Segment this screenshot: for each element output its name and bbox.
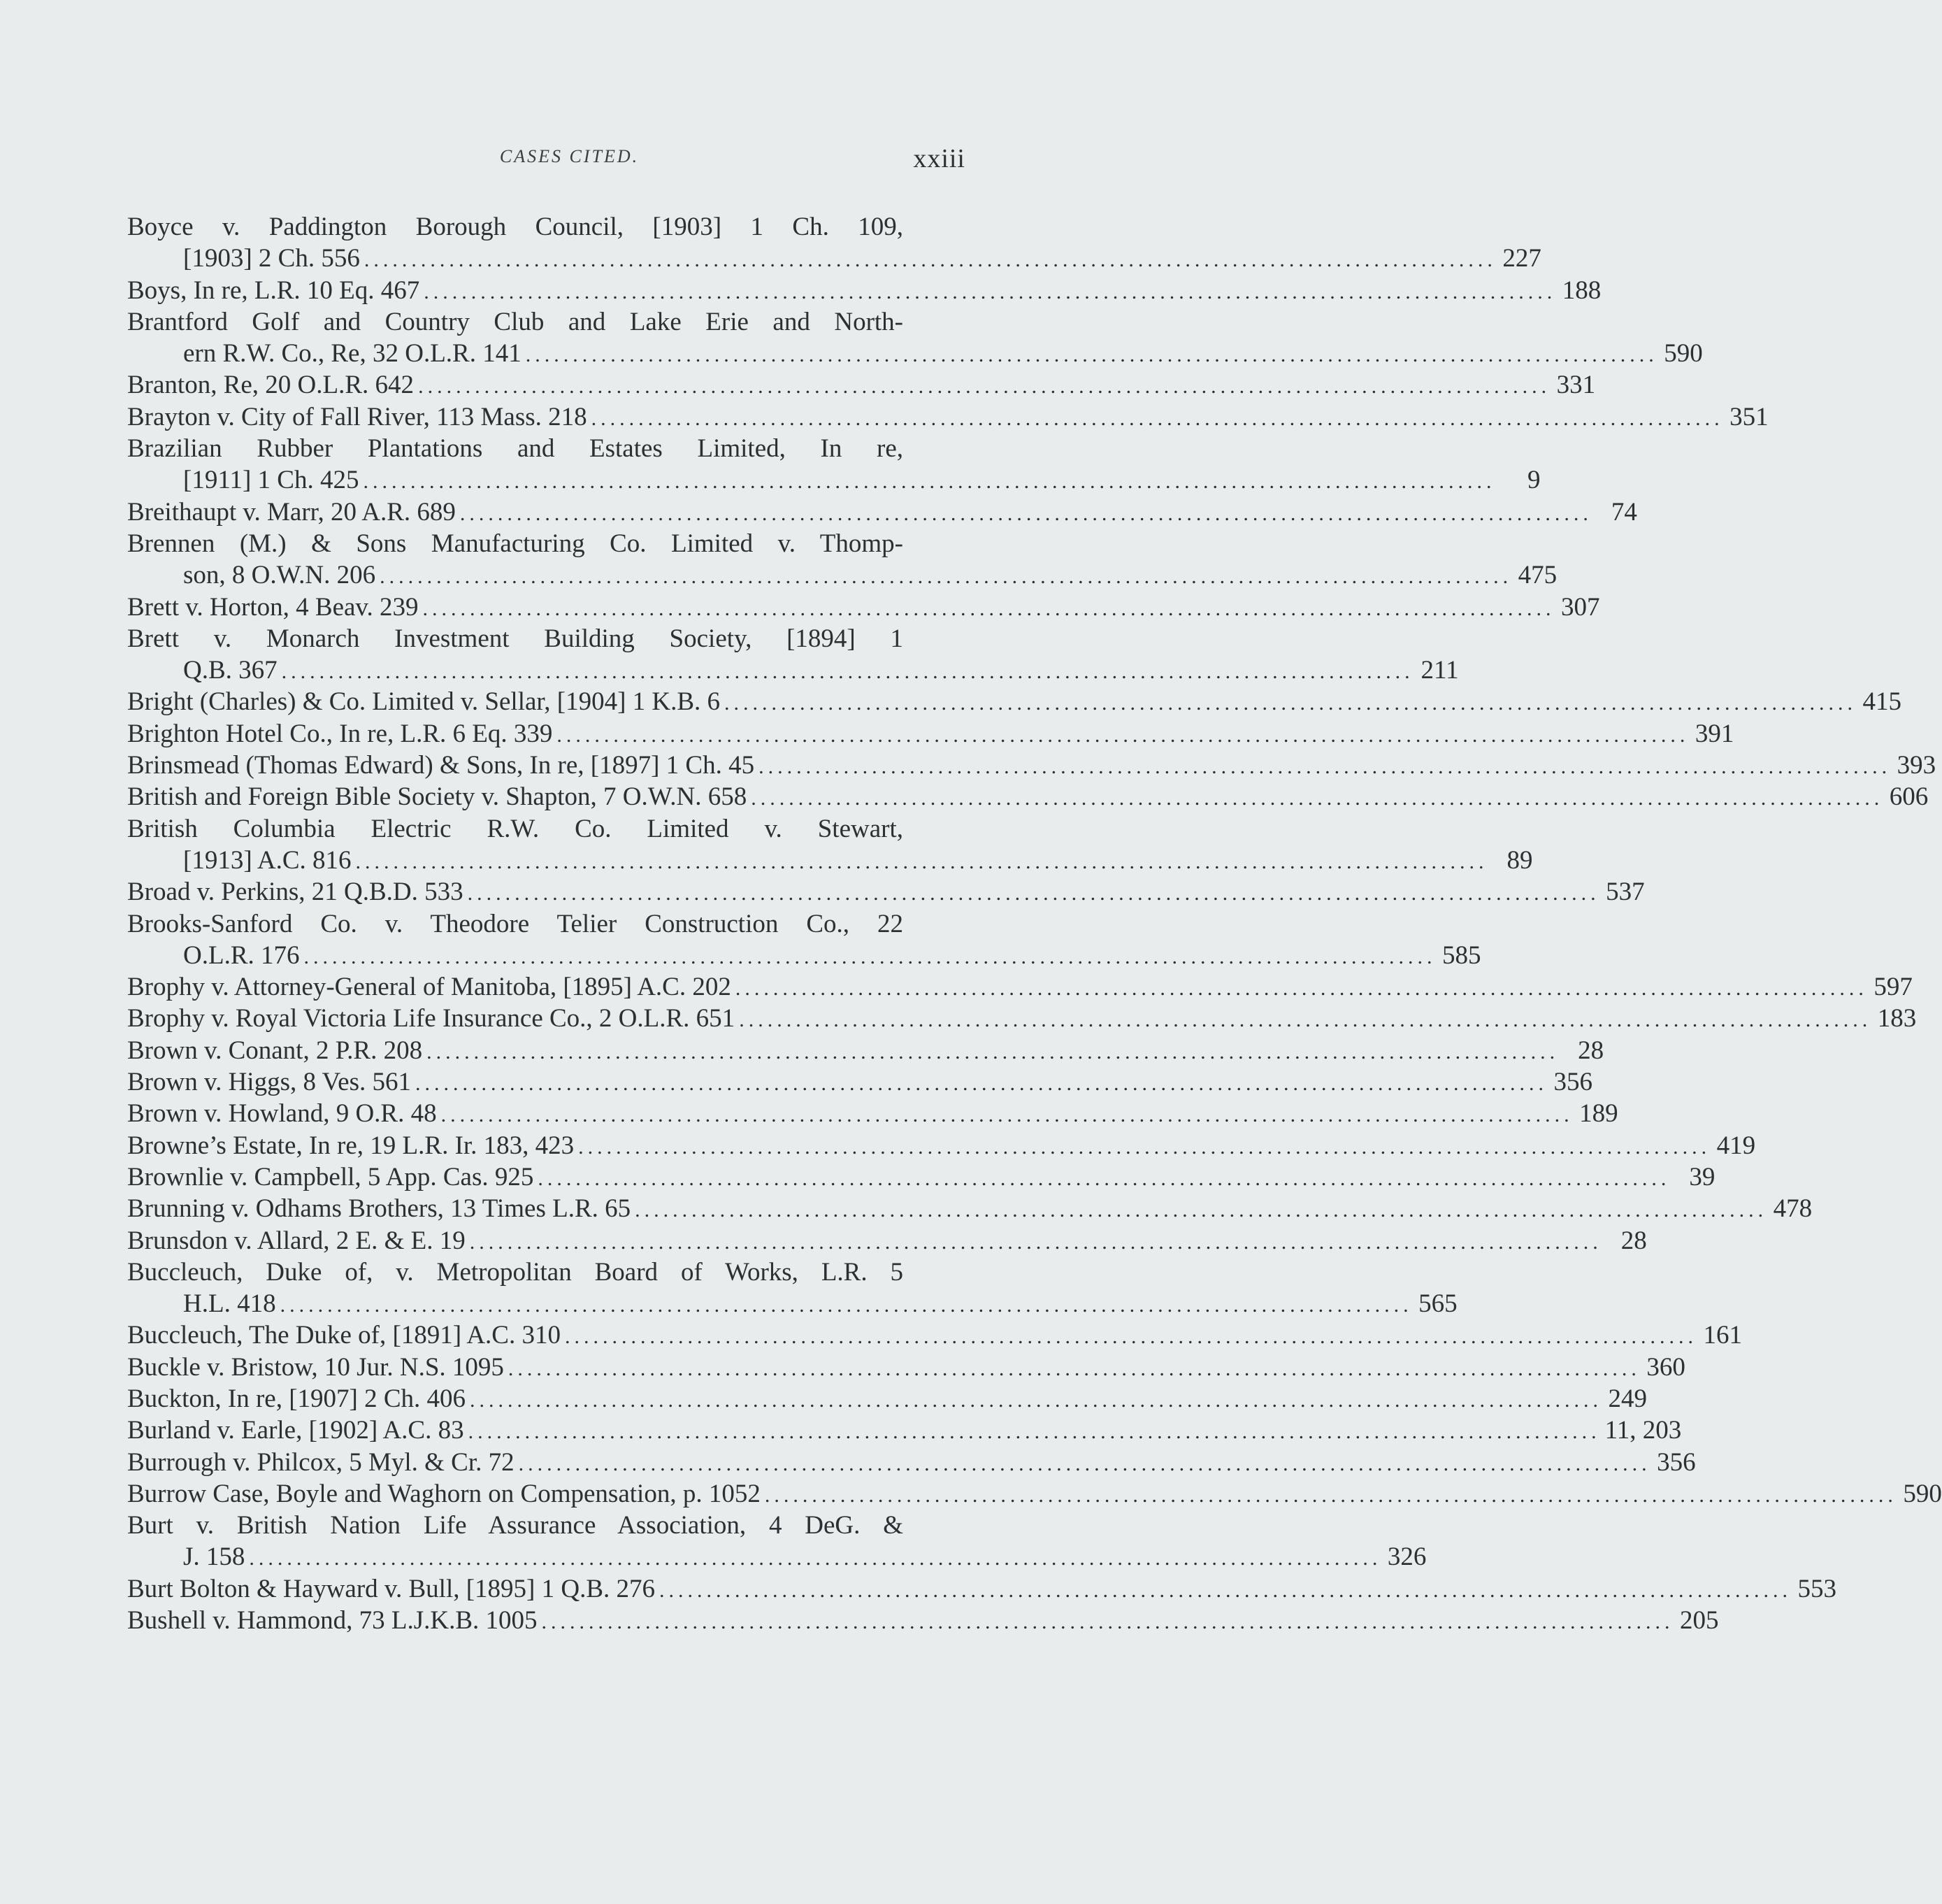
- dot-leaders: ........................................................................................................................: [468, 1420, 1601, 1444]
- entry-page-number: 360: [1646, 1352, 1685, 1382]
- entry-citation: Breithaupt v. Marr, 20 A.R. 689: [127, 497, 456, 527]
- index-entry: [127, 1003, 1917, 1034]
- dot-leaders: ........................................................................................................................: [591, 406, 1724, 430]
- entry-citation: Burrough v. Philcox, 5 Myl. & Cr. 72: [127, 1447, 515, 1477]
- index-entry: [127, 971, 1913, 1003]
- dot-leaders: ........................................................................................................................: [415, 1072, 1548, 1096]
- index-entry-continuation: [127, 1288, 1458, 1319]
- entry-citation: Brown v. Howland, 9 O.R. 48: [127, 1099, 437, 1129]
- entry-page-number: 597: [1873, 973, 1913, 1002]
- entry-page-number: 565: [1418, 1289, 1458, 1319]
- entry-citation: Browne’s Estate, In re, 19 L.R. Ir. 183, 423: [127, 1131, 575, 1160]
- index-entry: [127, 781, 1929, 813]
- entry-citation: O.L.R. 176: [183, 940, 300, 970]
- entry-citation: [1913] A.C. 816: [183, 845, 352, 875]
- dot-leaders: ........................................................................................................................: [724, 692, 1857, 715]
- entry-citation: ern R.W. Co., Re, 32 O.L.R. 141: [183, 339, 522, 368]
- entry-citation: Branton, Re, 20 O.L.R. 642: [127, 371, 415, 400]
- entry-citation: Burrow Case, Boyle and Waghorn on Compensation, p. 1052: [127, 1479, 761, 1508]
- running-head: [0, 143, 1139, 178]
- entry-page-number: 356: [1553, 1068, 1592, 1097]
- dot-leaders: ........................................................................................................................: [556, 723, 1690, 747]
- dot-leaders: ........................................................................................................................: [249, 1547, 1382, 1570]
- entry-citation: J. 158: [183, 1542, 245, 1572]
- entry-citation: [1903] 2 Ch. 556: [183, 244, 360, 273]
- entry-page-number: 537: [1606, 878, 1645, 907]
- index-entry: [127, 1447, 1696, 1478]
- entry-citation: British and Foreign Bible Society v. Shapton, 7 O.W.N. 658: [127, 782, 747, 812]
- entry-page-number: 393: [1897, 751, 1936, 780]
- entry-page-number: 585: [1442, 940, 1481, 970]
- entry-citation: Boys, In re, L.R. 10 Eq. 467: [127, 275, 420, 305]
- entry-citation: Q.B. 367: [183, 656, 278, 685]
- entry-page-number: 188: [1562, 275, 1602, 305]
- dot-leaders: ........................................................................................................................: [470, 1388, 1603, 1412]
- index-entry: [127, 1098, 1618, 1129]
- entry-page-number: 249: [1608, 1384, 1648, 1413]
- index-entry: [127, 1066, 1592, 1098]
- entry-citation: Buckton, In re, [1907] 2 Ch. 406: [127, 1384, 466, 1413]
- entry-page-number: 28: [1578, 1036, 1604, 1065]
- index-entry: [127, 1605, 1719, 1636]
- cases-cited-list: [127, 211, 1942, 1636]
- index-entry: [127, 1573, 1837, 1605]
- entry-citation: Brayton v. City of Fall River, 113 Mass. 218: [127, 402, 587, 431]
- entry-citation: Burt Bolton & Hayward v. Bull, [1895] 1 Q.B. 276: [127, 1574, 656, 1603]
- entry-page-number: 351: [1729, 402, 1769, 431]
- index-entry: [127, 1510, 966, 1541]
- entry-page-number: 189: [1579, 1099, 1618, 1129]
- entry-page-number: 9: [1527, 466, 1541, 495]
- entry-page-number: 39: [1689, 1162, 1716, 1191]
- index-entry: [127, 275, 1602, 306]
- entry-page-number: 11, 203: [1604, 1416, 1682, 1445]
- index-entry: [127, 369, 1596, 401]
- entry-page-number: 553: [1797, 1574, 1837, 1603]
- index-entry-continuation: [127, 464, 1541, 496]
- entry-page-number: 590: [1903, 1479, 1942, 1508]
- entry-page-number: 478: [1773, 1194, 1813, 1224]
- index-entry-continuation: [127, 940, 1481, 971]
- entry-page-number: 326: [1387, 1542, 1427, 1572]
- index-entry: [127, 623, 966, 654]
- dot-leaders: ........................................................................................................................: [303, 945, 1437, 968]
- index-entry: [127, 1193, 1813, 1224]
- entry-page-number: 227: [1502, 244, 1541, 273]
- dot-leaders: ........................................................................................................................: [508, 1357, 1641, 1380]
- entry-citation: son, 8 O.W.N. 206: [183, 561, 376, 590]
- index-entry-continuation: [127, 654, 1459, 686]
- entry-page-number: 205: [1680, 1606, 1719, 1635]
- entry-citation: British Columbia Electric R.W. Co. Limited v. Stewart,: [127, 814, 903, 843]
- entry-citation: Brooks-Sanford Co. v. Theodore Telier Construction Co., 22: [127, 909, 903, 938]
- dot-leaders: ........................................................................................................................: [281, 660, 1414, 684]
- dot-leaders: ........................................................................................................................: [469, 1230, 1602, 1254]
- entry-page-number: 307: [1561, 592, 1600, 622]
- entry-citation: Brophy v. Attorney-General of Manitoba, [1895] A.C. 202: [127, 973, 731, 1002]
- index-entry: [127, 1478, 1942, 1510]
- entry-citation: Brown v. Conant, 2 P.R. 208: [127, 1036, 423, 1065]
- dot-leaders: ........................................................................................................................: [659, 1578, 1792, 1602]
- index-entry: [127, 718, 1734, 750]
- dot-leaders: ........................................................................................................................: [518, 1452, 1651, 1475]
- index-entry: [127, 1130, 1756, 1161]
- dot-leaders: ........................................................................................................................: [739, 1008, 1872, 1032]
- dot-leaders: ........................................................................................................................: [751, 787, 1884, 810]
- dot-leaders: ........................................................................................................................: [440, 1103, 1574, 1127]
- entry-citation: Brantford Golf and Country Club and Lake Erie and North-: [127, 307, 903, 336]
- entry-page-number: 475: [1518, 561, 1558, 590]
- entry-citation: Boyce v. Paddington Borough Council, [1903] 1 Ch. 109,: [127, 213, 903, 241]
- entry-page-number: 419: [1716, 1131, 1756, 1160]
- dot-leaders: ........................................................................................................................: [363, 470, 1496, 494]
- dot-leaders: ........................................................................................................................: [422, 596, 1555, 620]
- entry-citation: Brunning v. Odhams Brothers, 13 Times L.R. 65: [127, 1194, 631, 1224]
- dot-leaders: ........................................................................................................................: [764, 1483, 1897, 1507]
- running-title: CASES CITED.: [499, 146, 640, 166]
- entry-page-number: 331: [1556, 371, 1596, 400]
- dot-leaders: ........................................................................................................................: [564, 1325, 1697, 1349]
- index-entry: [127, 306, 966, 338]
- index-entry: [127, 686, 1902, 717]
- entry-citation: Brighton Hotel Co., In re, L.R. 6 Eq. 339: [127, 719, 553, 748]
- entry-citation: Brett v. Monarch Investment Building Society, [1894] 1: [127, 624, 903, 653]
- dot-leaders: ........................................................................................................................: [735, 977, 1868, 1001]
- dot-leaders: ........................................................................................................................: [635, 1198, 1768, 1222]
- entry-page-number: 89: [1506, 845, 1533, 875]
- index-entry: [127, 211, 966, 243]
- index-entry: [127, 496, 1637, 528]
- entry-citation: Buccleuch, Duke of, v. Metropolitan Board of Works, L.R. 5: [127, 1257, 903, 1287]
- entry-citation: Brunsdon v. Allard, 2 E. & E. 19: [127, 1226, 466, 1255]
- index-entry: [127, 592, 1600, 623]
- index-entry: [127, 750, 1936, 781]
- index-entry-continuation: [127, 1541, 1427, 1573]
- entry-page-number: 590: [1664, 339, 1703, 368]
- dot-leaders: ........................................................................................................................: [459, 501, 1592, 525]
- dot-leaders: ........................................................................................................................: [525, 343, 1658, 367]
- dot-leaders: ........................................................................................................................: [280, 1294, 1413, 1317]
- index-entry-continuation: [127, 338, 1703, 369]
- entry-citation: Brazilian Rubber Plantations and Estates Limited, In re,: [127, 434, 903, 464]
- entry-citation: Burland v. Earle, [1902] A.C. 83: [127, 1416, 464, 1445]
- index-entry: [127, 1415, 1682, 1446]
- index-entry-continuation: [127, 845, 1533, 876]
- entry-citation: Brown v. Higgs, 8 Ves. 561: [127, 1068, 411, 1097]
- index-entry: [127, 1319, 1742, 1351]
- dot-leaders: ........................................................................................................................: [355, 850, 1488, 873]
- dot-leaders: ........................................................................................................................: [758, 755, 1892, 779]
- entry-citation: H.L. 418: [183, 1289, 276, 1319]
- index-entry: [127, 1161, 1716, 1193]
- index-entry: [127, 908, 966, 940]
- entry-citation: Buckle v. Bristow, 10 Jur. N.S. 1095: [127, 1352, 504, 1382]
- index-entry: [127, 1383, 1648, 1415]
- index-entry-continuation: [127, 559, 1558, 591]
- entry-citation: Buccleuch, The Duke of, [1891] A.C. 310: [127, 1321, 561, 1350]
- entry-citation: Brinsmead (Thomas Edward) & Sons, In re, [1897] 1 Ch. 45: [127, 751, 755, 780]
- index-entry: [127, 1257, 966, 1288]
- entry-citation: Brett v. Horton, 4 Beav. 239: [127, 592, 419, 622]
- entry-citation: Brownlie v. Campbell, 5 App. Cas. 925: [127, 1162, 534, 1191]
- dot-leaders: ........................................................................................................................: [467, 882, 1600, 906]
- index-entry: [127, 1352, 1685, 1383]
- page-number: xxiii: [913, 144, 965, 173]
- entry-citation: Burt v. British Nation Life Assurance Association, 4 DeG. &: [127, 1511, 903, 1540]
- entry-citation: Bright (Charles) & Co. Limited v. Sellar, [1904] 1 K.B. 6: [127, 687, 721, 717]
- entry-page-number: 28: [1620, 1226, 1647, 1255]
- entry-page-number: 183: [1877, 1004, 1917, 1033]
- dot-leaders: ........................................................................................................................: [418, 375, 1551, 399]
- index-entry: [127, 1035, 1604, 1066]
- entry-page-number: 161: [1703, 1321, 1742, 1350]
- dot-leaders: ........................................................................................................................: [538, 1166, 1671, 1190]
- index-entry: [127, 401, 1769, 433]
- entry-page-number: 415: [1862, 687, 1902, 717]
- entry-citation: Brophy v. Royal Victoria Life Insurance Co., 2 O.L.R. 651: [127, 1004, 735, 1033]
- entry-page-number: 74: [1611, 497, 1637, 527]
- entry-page-number: 356: [1657, 1447, 1696, 1477]
- entry-page-number: 391: [1695, 719, 1734, 748]
- entry-citation: Bushell v. Hammond, 73 L.J.K.B. 1005: [127, 1606, 538, 1635]
- entry-page-number: 606: [1889, 782, 1929, 812]
- entry-page-number: 211: [1420, 656, 1459, 685]
- dot-leaders: ........................................................................................................................: [541, 1610, 1674, 1634]
- dot-leaders: ........................................................................................................................: [578, 1135, 1711, 1159]
- entry-citation: [1911] 1 Ch. 425: [183, 466, 359, 495]
- index-entry: [127, 1225, 1647, 1257]
- entry-citation: Brennen (M.) & Sons Manufacturing Co. Limited v. Thomp-: [127, 529, 903, 558]
- dot-leaders: ........................................................................................................................: [424, 280, 1557, 303]
- index-entry: [127, 528, 966, 559]
- entry-citation: Broad v. Perkins, 21 Q.B.D. 533: [127, 878, 463, 907]
- dot-leaders: ........................................................................................................................: [364, 248, 1497, 272]
- index-entry: [127, 876, 1645, 908]
- index-entry: [127, 433, 966, 464]
- index-entry-continuation: [127, 243, 1541, 274]
- dot-leaders: ........................................................................................................................: [380, 565, 1513, 589]
- index-entry: [127, 813, 966, 845]
- dot-leaders: ........................................................................................................................: [426, 1040, 1560, 1064]
